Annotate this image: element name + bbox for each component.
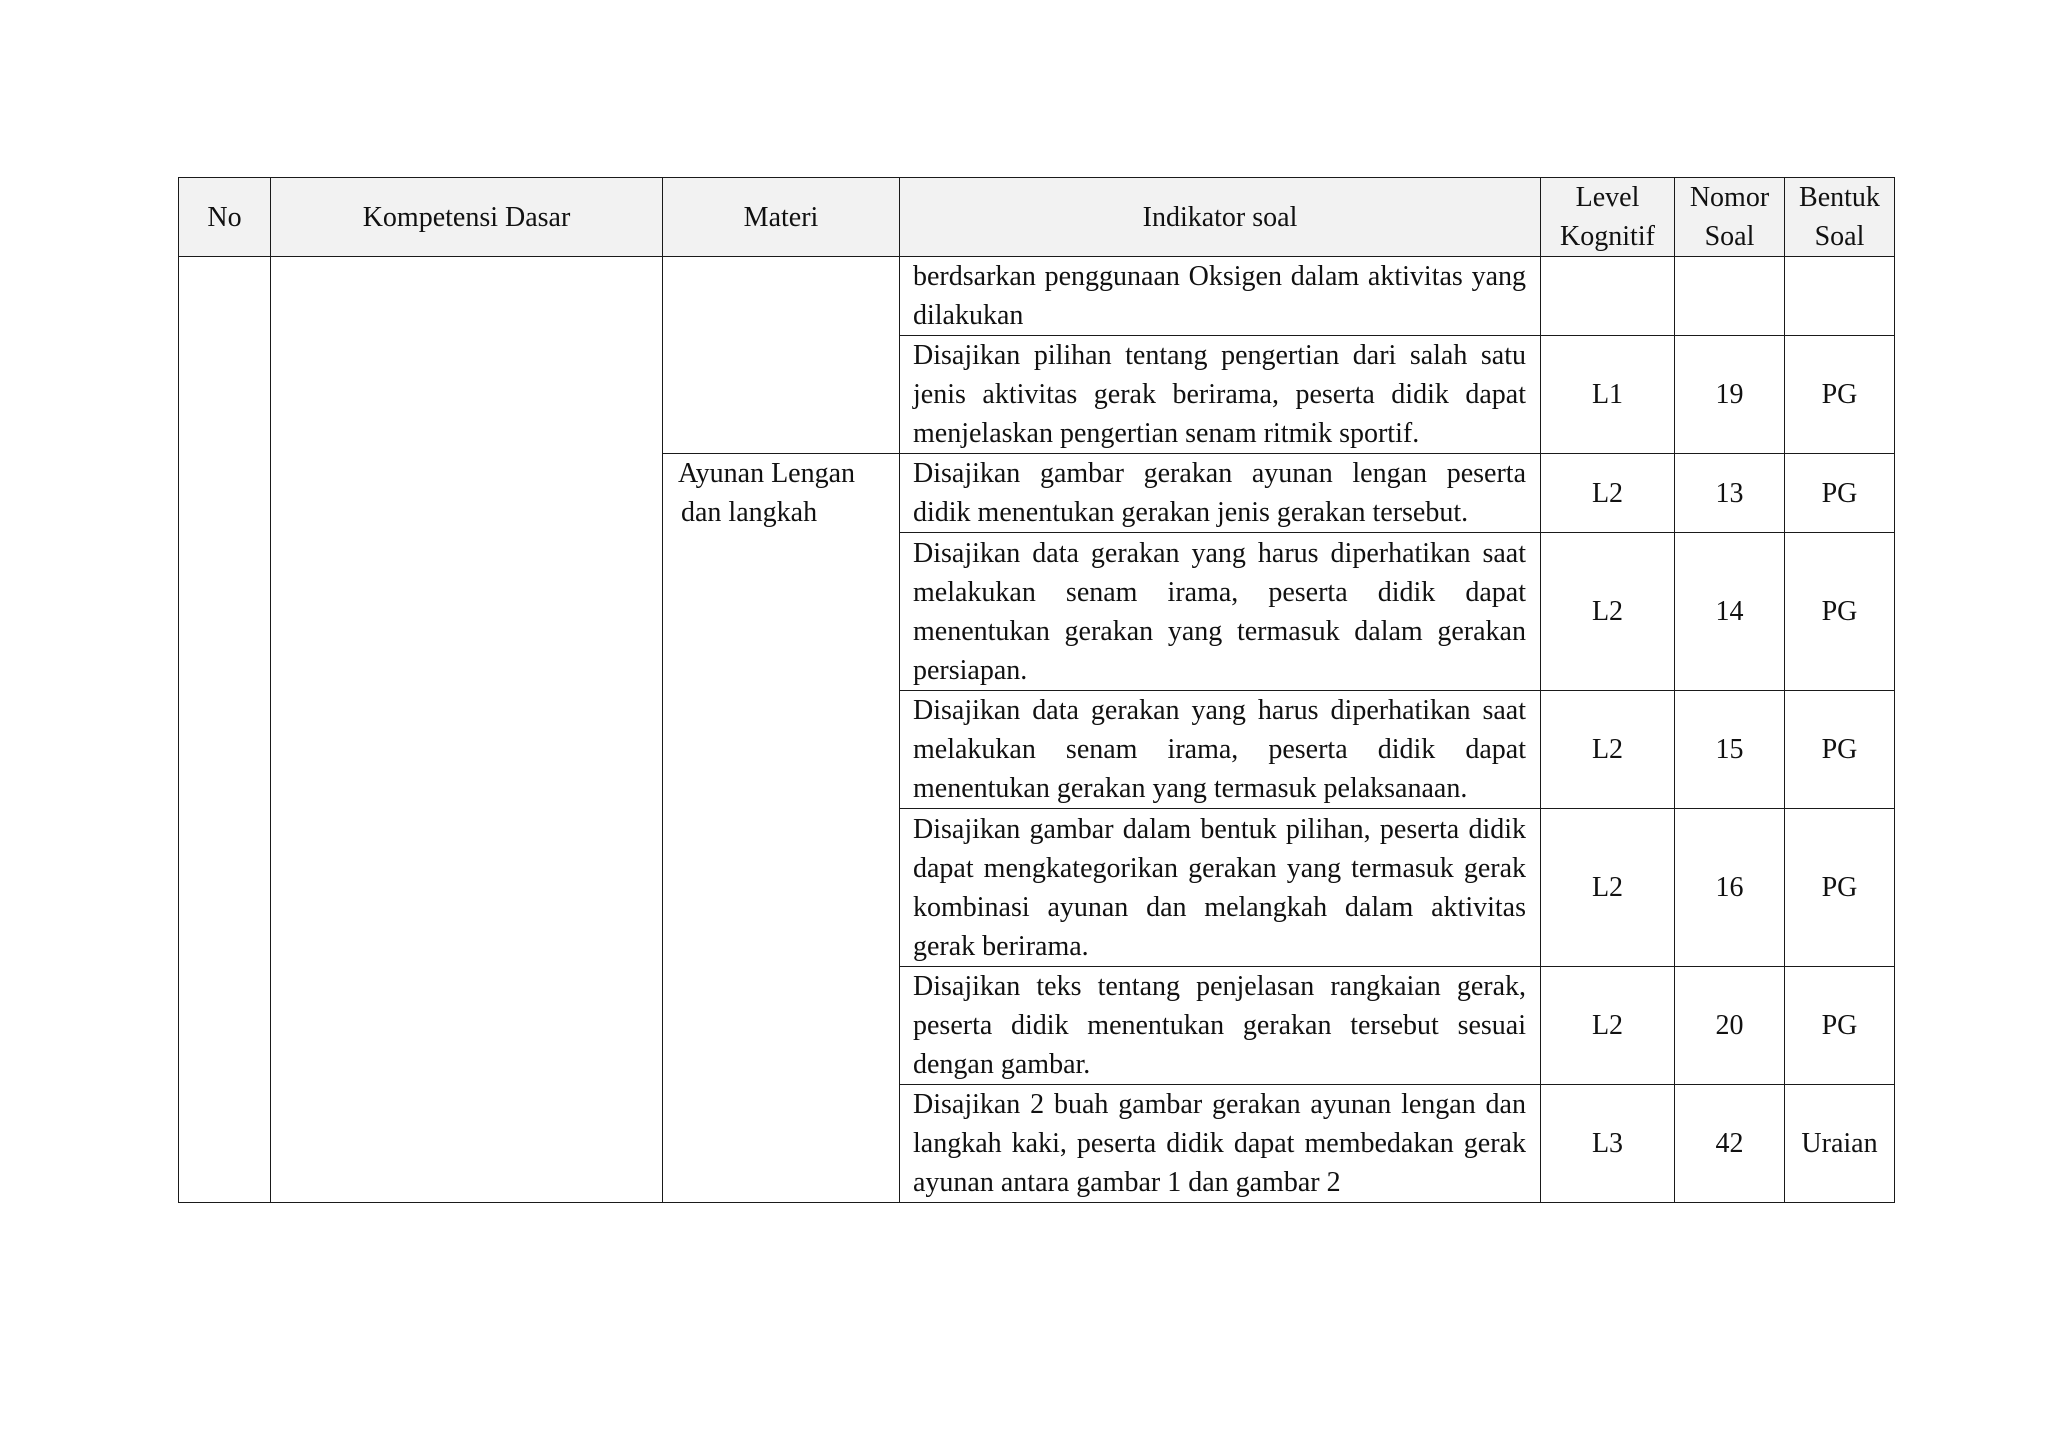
header-nomor-soal — [1675, 178, 1785, 257]
materi-ayunan-line2: dan langkah — [681, 497, 818, 528]
header-level-line2: Kognitif — [1560, 221, 1655, 252]
cell-bentuk: PG — [1785, 454, 1895, 533]
header-bentuk-line2: Soal — [1814, 221, 1865, 252]
header-level-line1: Level — [1575, 182, 1640, 213]
cell-bentuk: PG — [1785, 533, 1895, 691]
cell-materi-ayunan — [663, 454, 900, 1203]
cell-kompetensi-dasar — [271, 257, 663, 1203]
header-no: No — [179, 178, 271, 257]
cell-nomor: 13 — [1675, 454, 1785, 533]
header-bentuk-soal — [1785, 178, 1895, 257]
cell-nomor — [1675, 257, 1785, 336]
cell-level: L2 — [1541, 454, 1675, 533]
cell-bentuk: PG — [1785, 809, 1895, 967]
materi-ayunan-line1: Ayunan Lengan — [678, 458, 856, 489]
cell-nomor: 14 — [1675, 533, 1785, 691]
cell-indikator: Disajikan gambar dalam bentuk pilihan, peserta didik dapat mengkategorikan gerakan yang termasuk gerak kombinasi ayunan dan melangkah dalam aktivitas gerak berirama. — [900, 809, 1541, 967]
cell-level: L2 — [1541, 691, 1675, 809]
cell-indikator: Disajikan gambar gerakan ayunan lengan peserta didik menentukan gerakan jenis gerakan tersebut. — [900, 454, 1541, 533]
cell-level: L1 — [1541, 336, 1675, 454]
cell-indikator: Disajikan pilihan tentang pengertian dari salah satu jenis aktivitas gerak berirama, peserta didik dapat menjelaskan pengertian senam ritmik sportif. — [900, 336, 1541, 454]
cell-nomor: 20 — [1675, 967, 1785, 1085]
cell-indikator: Disajikan teks tentang penjelasan rangkaian gerak, peserta didik menentukan gerakan tersebut sesuai dengan gambar. — [900, 967, 1541, 1085]
cell-materi-empty — [663, 257, 900, 454]
table-row — [179, 257, 1895, 336]
cell-no — [179, 257, 271, 1203]
cell-bentuk — [1785, 257, 1895, 336]
cell-level: L2 — [1541, 809, 1675, 967]
header-nomor-line1: Nomor — [1689, 182, 1770, 213]
cell-level: L2 — [1541, 967, 1675, 1085]
header-level-kognitif — [1541, 178, 1675, 257]
cell-indikator: Disajikan 2 buah gambar gerakan ayunan lengan dan langkah kaki, peserta didik dapat membedakan gerak ayunan antara gambar 1 dan gambar 2 — [900, 1085, 1541, 1203]
cell-bentuk: PG — [1785, 336, 1895, 454]
cell-indikator: Disajikan data gerakan yang harus diperhatikan saat melakukan senam irama, peserta didik dapat menentukan gerakan yang termasuk pelaksanaan. — [900, 691, 1541, 809]
cell-level: L3 — [1541, 1085, 1675, 1203]
cell-bentuk: PG — [1785, 967, 1895, 1085]
cell-level: L2 — [1541, 533, 1675, 691]
header-kompetensi-dasar: Kompetensi Dasar — [271, 178, 663, 257]
kisi-kisi-table — [178, 177, 1895, 1203]
cell-indikator: Disajikan data gerakan yang harus diperhatikan saat melakukan senam irama, peserta didik dapat menentukan gerakan yang termasuk dalam gerakan persiapan. — [900, 533, 1541, 691]
cell-indikator: berdsarkan penggunaan Oksigen dalam aktivitas yang dilakukan — [900, 257, 1541, 336]
cell-bentuk: PG — [1785, 691, 1895, 809]
cell-bentuk: Uraian — [1785, 1085, 1895, 1203]
cell-nomor: 15 — [1675, 691, 1785, 809]
header-nomor-line2: Soal — [1704, 221, 1755, 252]
table-header-row — [179, 178, 1895, 257]
header-bentuk-line1: Bentuk — [1799, 182, 1880, 213]
cell-nomor: 19 — [1675, 336, 1785, 454]
header-materi: Materi — [663, 178, 900, 257]
header-indikator-soal: Indikator soal — [900, 178, 1541, 257]
cell-nomor: 42 — [1675, 1085, 1785, 1203]
cell-level — [1541, 257, 1675, 336]
cell-nomor: 16 — [1675, 809, 1785, 967]
